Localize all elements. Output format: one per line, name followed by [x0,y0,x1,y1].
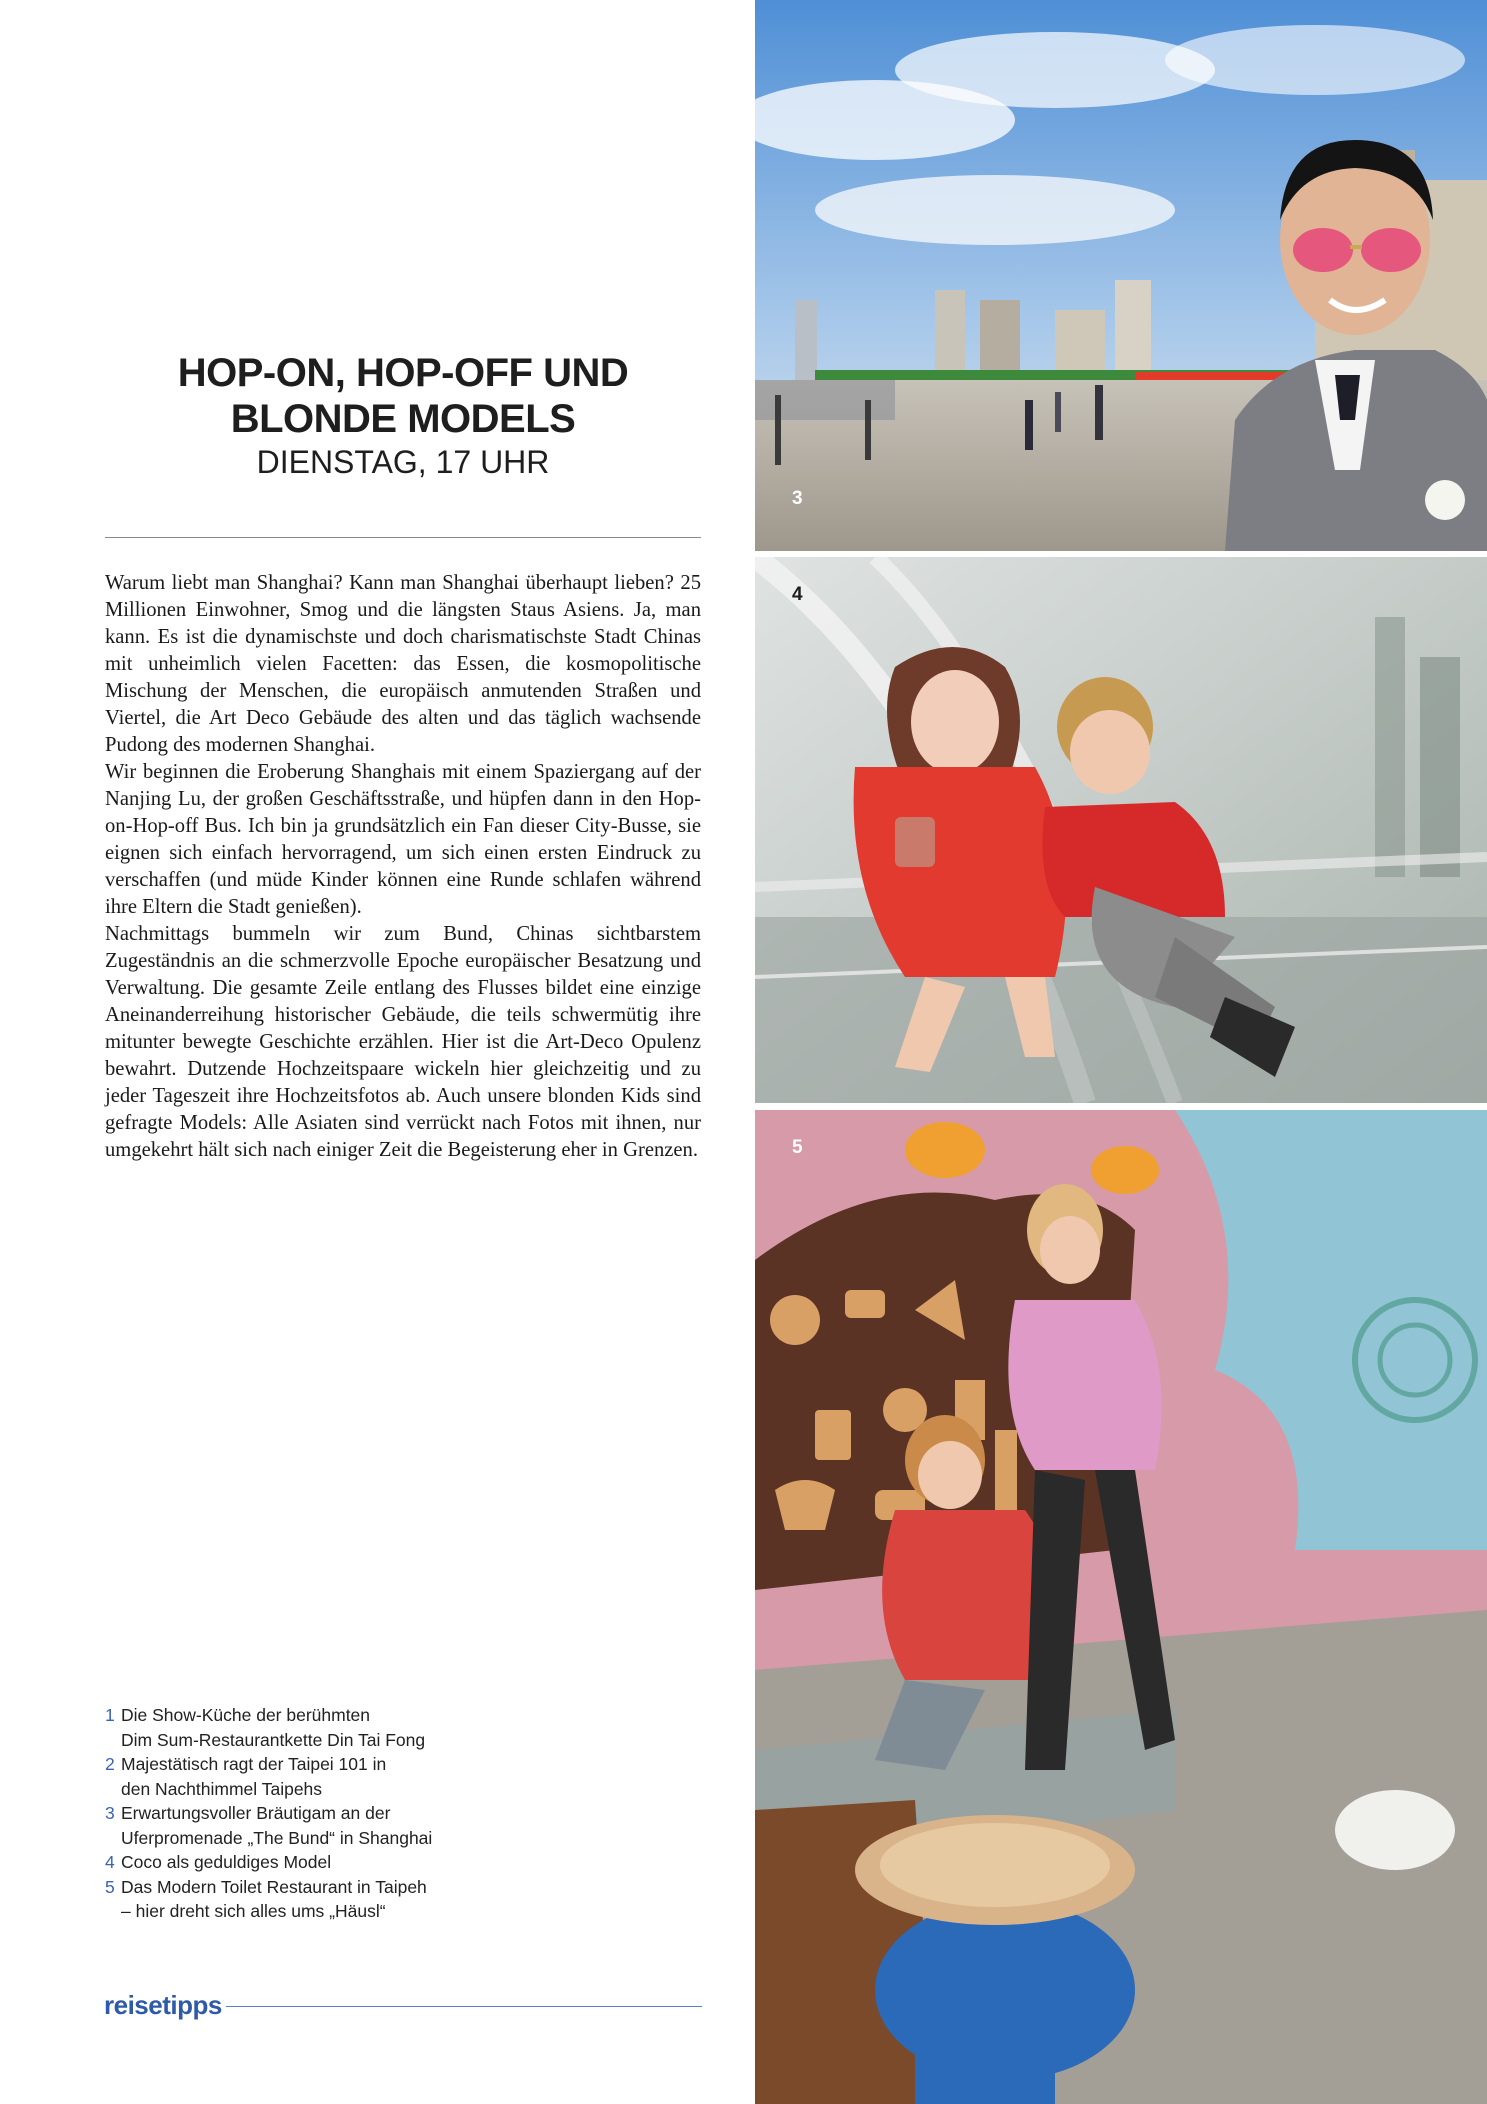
photo-number: 4 [792,584,803,605]
headline-line-2: BLONDE MODELS [230,397,576,441]
caption-number: 4 [105,1852,115,1872]
caption-line-2: den Nachthimmel Taipehs [121,1778,323,1799]
caption-1 [105,1703,525,1752]
brand-logo: reisetipps [104,1990,222,2020]
photo-captions [105,1703,525,1924]
photo-glass-floor-illustration [755,557,1487,1103]
caption-number: 2 [105,1754,115,1774]
paragraph-1: Warum liebt man Shanghai? Kann man Shanghai überhaupt lieben? 25 Millionen Einwohner, Smog und die längsten Staus Asiens. Ja, man kann. Es ist die dynamischste und doch charismatischste Stadt Chinas mit unheimlich vielen Facetten: das Essen, die kosmopolitische Mischung der Menschen, die europäisch anmutenden Straßen und Viertel, die Art Deco Gebäude des alten und das täglich wachsende Pudong des modernen Shanghai. [105,572,701,756]
article-title-block [105,350,701,482]
caption-2 [105,1752,525,1801]
photo-groom-bund-illustration [755,0,1487,551]
caption-text [121,1801,525,1850]
photo-glass-floor [755,557,1487,1103]
headline-line-1: HOP-ON, HOP-OFF UND [177,351,629,395]
article-body [105,570,701,1164]
caption-line-1: Die Show-Küche der berühmten [121,1705,371,1725]
caption-line-2: Dim Sum-Restaurantkette Din Tai Fong [121,1729,426,1750]
caption-number: 3 [105,1803,115,1823]
subheadline: DIENSTAG, 17 UHR [256,444,550,480]
caption-3 [105,1801,525,1850]
caption-5 [105,1875,525,1924]
photo-toilet-restaurant-illustration [755,1110,1487,2104]
paragraph-2: Wir beginnen die Eroberung Shanghais mit einem Spaziergang auf der Nanjing Lu, der großen Geschäftsstraße, und hüpfen dann in den Hop-on-Hop-off Bus. Ich bin ja grundsätzlich ein Fan dieser City-Busse, sie eignen sich einfach hervorragend, um sich einen ersten Eindruck zu verschaffen (und müde Kinder können eine Runde schlafen während ihre Eltern die Stadt genießen). [105,761,701,918]
photo-groom-bund [755,0,1487,551]
caption-line-1: Erwartungsvoller Bräutigam an der [121,1803,391,1823]
photo-number: 3 [792,488,803,509]
paragraph-3: Nachmittags bummeln wir zum Bund, Chinas sichtbarstem Zugeständnis an die schmerzvolle Epoche europäischer Besatzung und Verwaltung. Die gesamte Zeile entlang des Flusses bildet eine einzige Aneinanderreihung historischer Gebäude, die teils schwermütig ihre mitunter bewegte Geschichte erzählen. Hier ist die Art-Deco Opulenz bewahrt. Dutzende Hochzeitspaare wickeln hier gleichzeitig und zu jeder Tageszeit ihre Hochzeitsfotos ab. Auch unsere blonden Kids sind gefragte Models: Alle Asiaten sind verrückt nach Fotos mit ihnen, nur umgekehrt hält sich nach einiger Zeit die Begeisterung eher in Grenzen. [105,923,701,1161]
caption-line-1: Majestätisch ragt der Taipei 101 in [121,1754,387,1774]
caption-line-2: Uferpromenade „The Bund“ in Shanghai [121,1827,433,1848]
caption-text [121,1850,525,1875]
caption-number: 5 [105,1876,115,1897]
footer-rule [226,2006,702,2007]
caption-4 [105,1850,525,1875]
article-column [0,0,740,2104]
caption-text [121,1703,525,1752]
caption-line-2: – hier dreht sich alles ums „Häusl“ [121,1901,386,1921]
caption-line-1: Das Modern Toilet Restaurant in Taipeh [121,1876,427,1897]
photo-number: 5 [792,1137,803,1158]
caption-text [121,1752,525,1801]
caption-line-1: Coco als geduldiges Model [121,1852,332,1872]
photo-toilet-restaurant [755,1110,1487,2104]
caption-text [121,1875,525,1924]
title-divider [105,537,701,538]
caption-number: 1 [105,1705,115,1725]
